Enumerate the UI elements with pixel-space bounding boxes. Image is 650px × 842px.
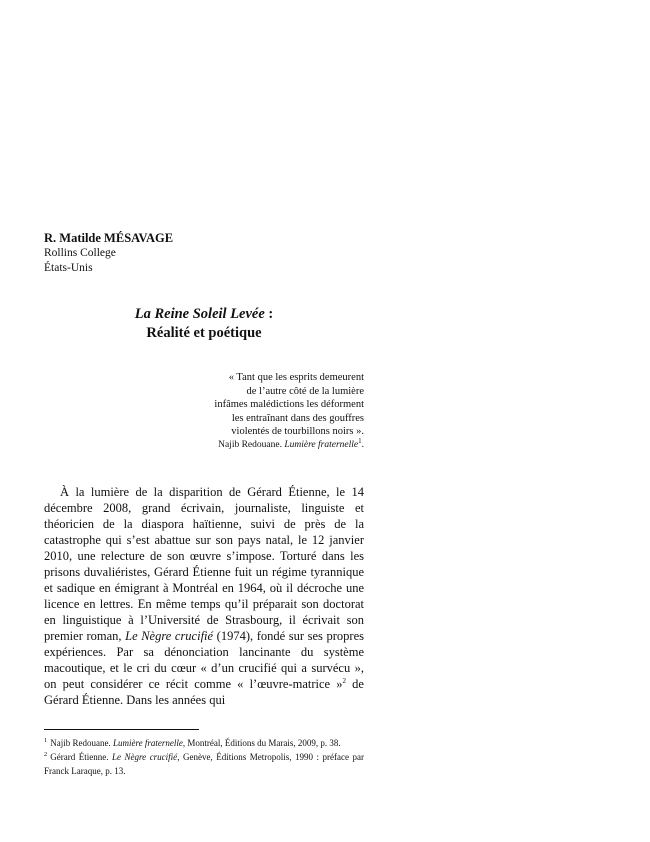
author-block <box>44 230 344 276</box>
title-main <box>44 305 364 324</box>
footnote-number: 2 <box>44 751 48 758</box>
footnote-2 <box>44 750 364 778</box>
footnote-1 <box>44 736 364 750</box>
epigraph-attribution <box>154 436 364 453</box>
epigraph-end: . <box>361 439 364 450</box>
epigraph-line: infâmes malédictions les déforment <box>214 399 364 411</box>
footnotes <box>44 736 364 778</box>
body-text <box>44 484 364 708</box>
footnote-divider <box>44 729 199 730</box>
epigraph <box>154 371 364 453</box>
footnote-text: , Montréal, Éditions du Marais, 2009, p. 38. <box>182 738 341 748</box>
footnote-title: Lumière fraternelle <box>112 738 183 748</box>
body-text-c: de Gérard Étienne. Dans les années qui <box>44 677 364 707</box>
epigraph-line: « Tant que les esprits demeurent <box>228 372 364 383</box>
footnote-ref-2[interactable]: 2 <box>342 676 347 685</box>
article-title <box>44 305 364 343</box>
body-text-b: (1974), fondé sur ses propres expériences. Par sa dénonciation lancinante du système macoutique, et le cri du cœur « d’un crucifié qui a survécu », on peut considérer ce récit comme « l’œuvre-matrice » <box>44 629 364 691</box>
author-country: États-Unis <box>44 262 93 274</box>
body-paragraph <box>44 484 364 708</box>
footnote-text: Gérard Étienne. <box>50 752 112 762</box>
epigraph-line: violentés de tourbillons noirs ». <box>231 426 364 438</box>
author-name: R. Matilde MÉSAVAGE <box>44 231 174 245</box>
footnote-title: Le Nègre crucifié <box>112 752 178 762</box>
body-book-title: Le Nègre crucifié <box>125 629 214 643</box>
epigraph-line: de l’autre côté de la lumière <box>246 385 364 397</box>
body-text-a: À la lumière de la disparition de Gérard Étienne, le 14 décembre 2008, grand écrivain, journaliste, linguiste et théoricien de la diaspora haïtienne, suivi de près de la catastrophe qui s’est abattue sur son pays natal, le 12 janvier 2010, une relecture de son œuvre s’impose. Torturé dans les prisons duvaliéristes, Gérard Étienne fuit un régime tyrannique et sadique en émigrant à Montréal en 1964, où il décroche une licence en lettres. En même temps qu’il préparait son doctorat en linguistique à l’Université de Strasbourg, il écrivait son premier roman, <box>44 485 364 643</box>
footnote-text: , Genève, Éditions Metropolis, 1990 : préface par Franck Laraque, p. 13. <box>44 752 364 776</box>
title-subtitle: Réalité et poétique <box>146 325 262 341</box>
epigraph-work: Lumière fraternelle <box>284 439 359 450</box>
title-italic: La Reine Soleil Levée <box>134 306 265 322</box>
footnote-number: 1 <box>44 737 48 744</box>
footnote-ref-1[interactable]: 1 <box>358 436 362 445</box>
footnote-text: Najib Redouane. <box>50 738 113 748</box>
epigraph-author: Najib Redouane. <box>218 439 285 450</box>
title-colon: : <box>264 306 274 322</box>
author-institution: Rollins College <box>44 247 116 259</box>
epigraph-line: les entraînant dans des gouffres <box>231 412 364 424</box>
